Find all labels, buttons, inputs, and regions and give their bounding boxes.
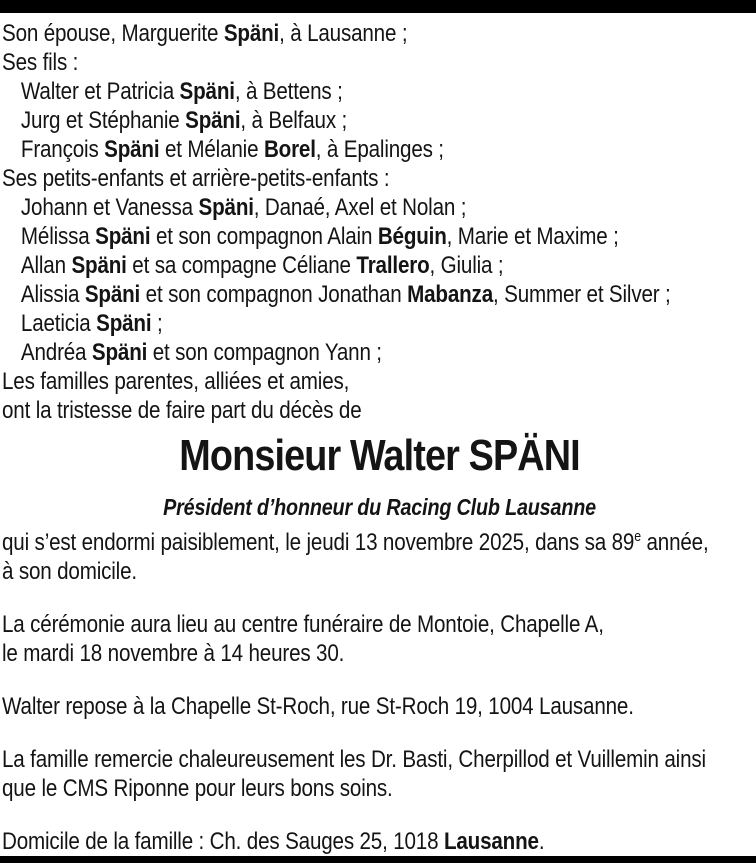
- honorary-title-subtitle: Président d’honneur du Racing Club Lausanne: [163, 494, 596, 520]
- bottom-rule: [0, 856, 756, 863]
- deceased-name-title: Monsieur Walter SPÄNI: [179, 431, 580, 480]
- notice-paragraph: [2, 692, 756, 721]
- notice-line: le mardi 18 novembre à 14 heures 30.: [2, 640, 345, 667]
- notice-paragraph: [2, 827, 756, 856]
- notice-line: Ses petits-enfants et arrière-petits-enfants :: [2, 165, 390, 192]
- notice-line: ont la tristesse de faire part du décès de: [2, 397, 362, 424]
- notice-line: Walter repose à la Chapelle St-Roch, rue St-Roch 19, 1004 Lausanne.: [2, 693, 634, 720]
- notice-line: Laeticia Späni ;: [20, 310, 163, 337]
- notice-line: La cérémonie aura lieu au centre funéraire de Montoie, Chapelle A,: [2, 611, 604, 638]
- notice-line: Les familles parentes, alliées et amies,: [2, 368, 350, 395]
- family-list: [2, 19, 756, 425]
- notice-line: Son épouse, Marguerite Späni, à Lausanne ;: [2, 20, 408, 47]
- notice-line: que le CMS Riponne pour leurs bons soins.: [2, 775, 393, 802]
- paragraph-list: [2, 528, 756, 856]
- notice-line: Walter et Patricia Späni, à Bettens ;: [20, 78, 343, 105]
- notice-line: Allan Späni et sa compagne Céliane Trallero, Giulia ;: [20, 252, 504, 279]
- notice-paragraph: [2, 528, 756, 586]
- notice-line: François Späni et Mélanie Borel, à Epalinges ;: [20, 136, 444, 163]
- top-rule: [0, 0, 756, 13]
- notice-line: Alissia Späni et son compagnon Jonathan Mabanza, Summer et Silver ;: [20, 281, 671, 308]
- notice-line: Ses fils :: [2, 49, 79, 76]
- notice-paragraph: [2, 745, 756, 803]
- notice-line: Domicile de la famille : Ch. des Sauges 25, 1018 Lausanne.: [2, 828, 545, 855]
- notice-line: Andréa Späni et son compagnon Yann ;: [20, 339, 382, 366]
- notice-line: Jurg et Stéphanie Späni, à Belfaux ;: [20, 107, 348, 134]
- notice-line: Mélissa Späni et son compagnon Alain Béguin, Marie et Maxime ;: [20, 223, 619, 250]
- notice-paragraph: [2, 610, 756, 668]
- notice-line: qui s’est endormi paisiblement, le jeudi 13 novembre 2025, dans sa 89e année,: [2, 529, 709, 556]
- notice-content: [2, 13, 756, 856]
- notice-line: à son domicile.: [2, 558, 137, 585]
- notice-line: La famille remercie chaleureusement les Dr. Basti, Cherpillod et Vuillemin ainsi: [2, 746, 706, 773]
- notice-line: Johann et Vanessa Späni, Danaé, Axel et Nolan ;: [20, 194, 467, 221]
